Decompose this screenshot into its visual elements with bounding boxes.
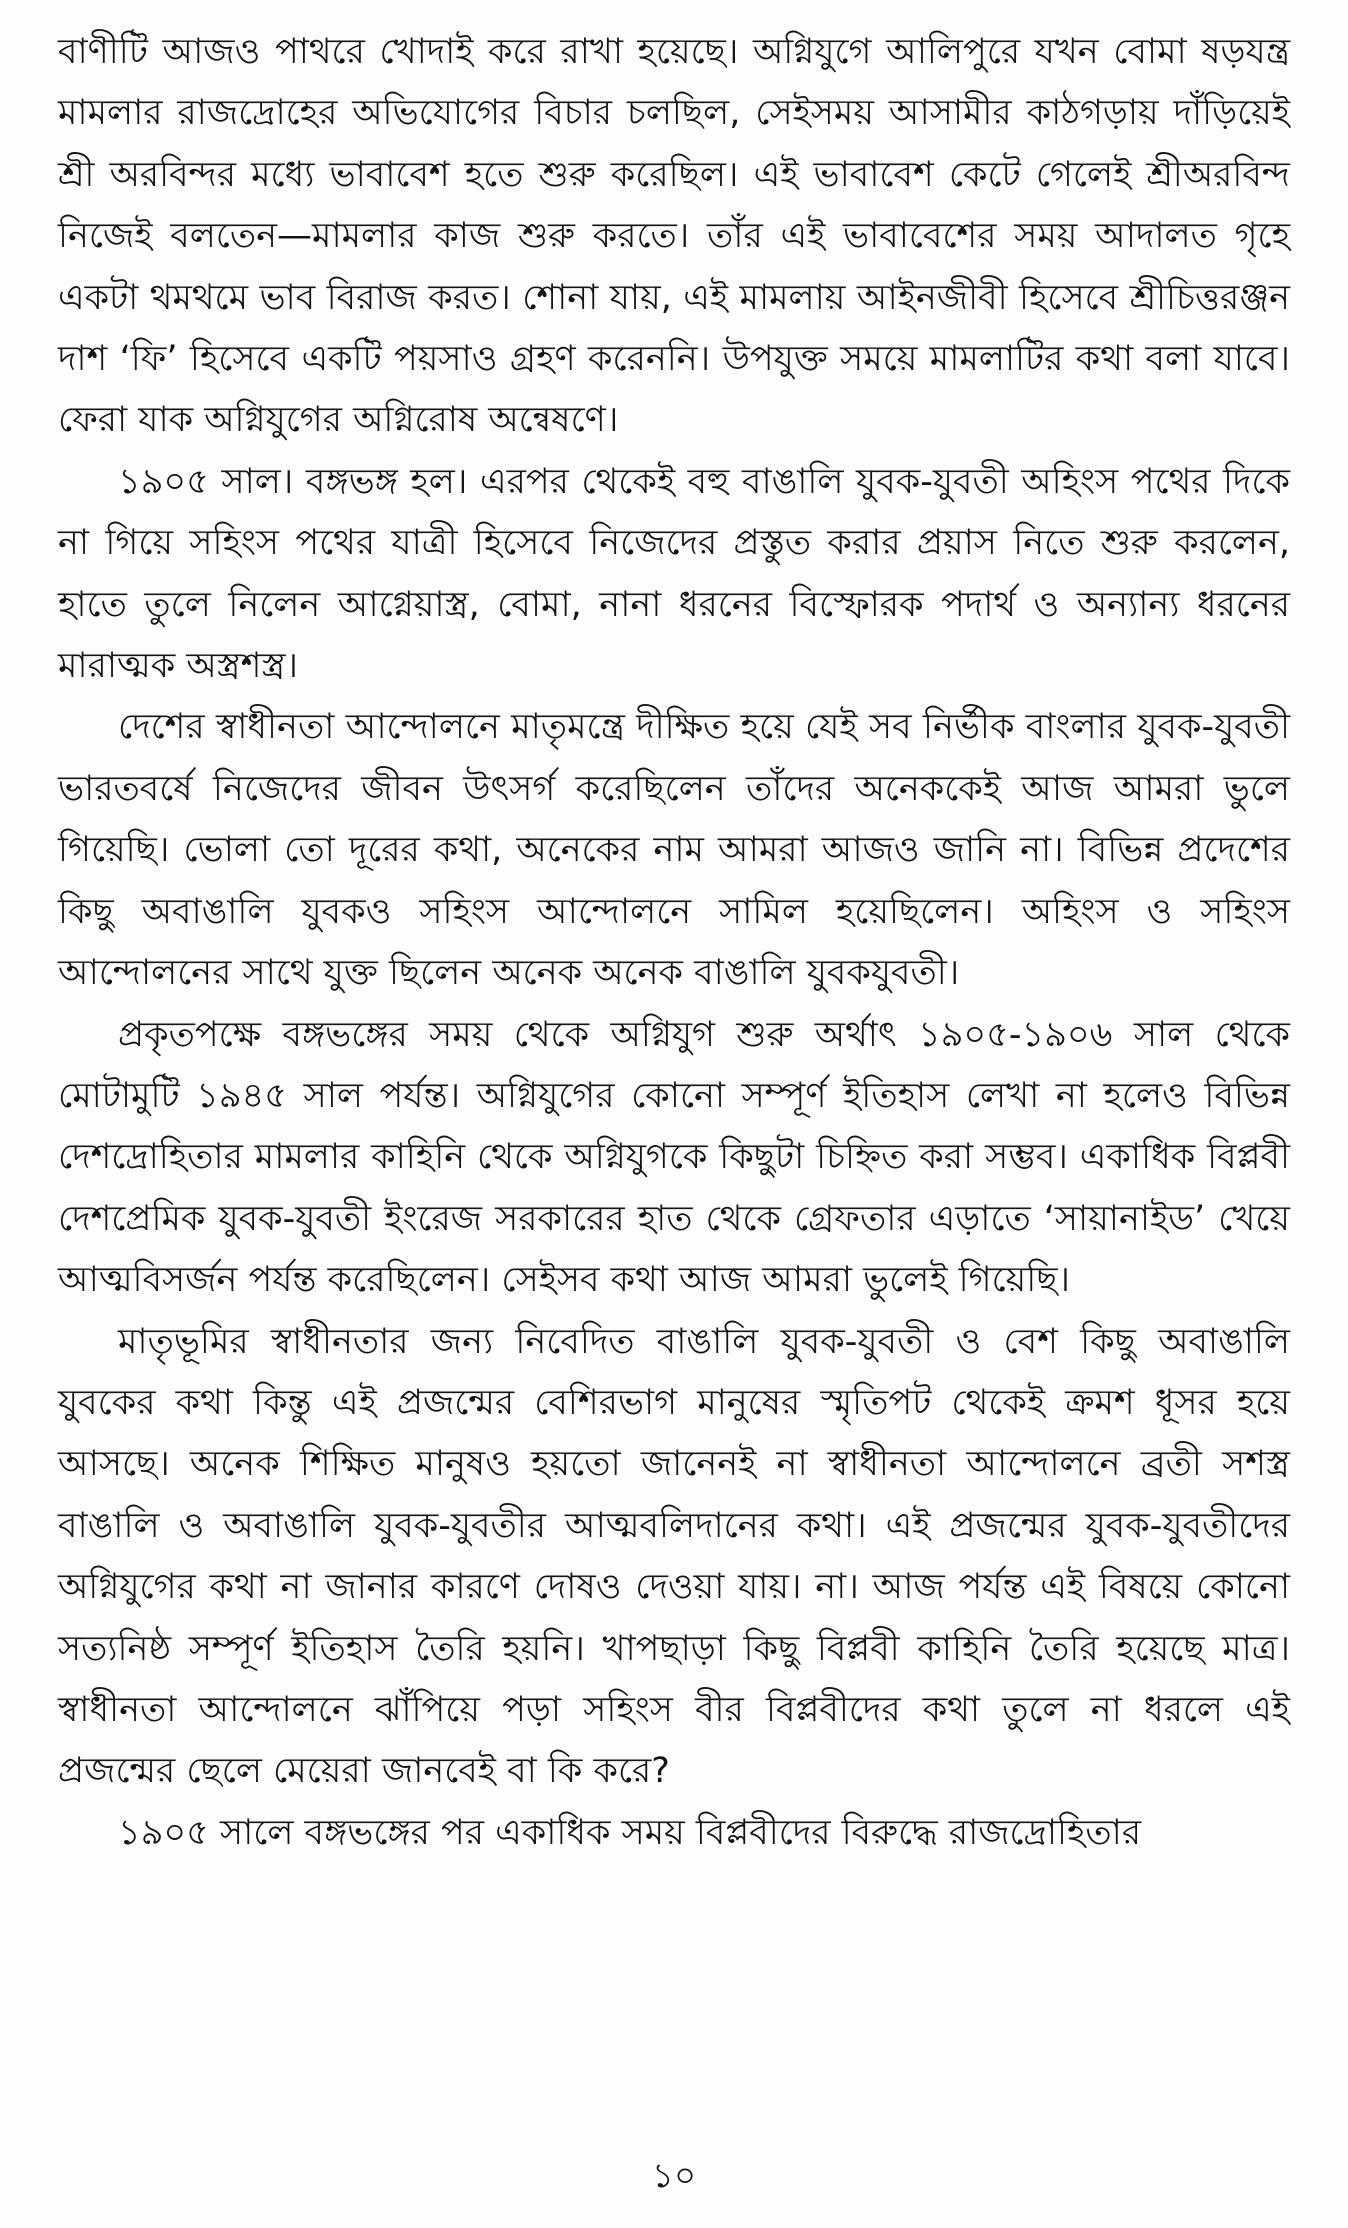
body-text: [58, 22, 1290, 1864]
paragraph-1: বাণীটি আজও পাথরে খোদাই করে রাখা হয়েছে। অগ্নিযুগে আলিপুরে যখন বোমা ষড়যন্ত্র মামলার রাজদ্রোহের অভিযোগের বিচার চলছিল, সেইসময় আসামীর কাঠগড়ায় দাঁড়িয়েই শ্রী অরবিন্দর মধ্যে ভাবাবেশ হতে শুরু করেছিল। এই ভাবাবেশ কেটে গেলেই শ্রীঅরবিন্দ নিজেই বলতেন—মামলার কাজ শুরু করতে। তাঁর এই ভাবাবেশের সময় আদালত গৃহে একটা থমথমে ভাব বিরাজ করত। শোনা যায়, এই মামলায় আইনজীবী হিসেবে শ্রীচিত্তরঞ্জন দাশ ‘ফি’ হিসেবে একটি পয়সাও গ্রহণ করেননি। উপযুক্ত সময়ে মামলাটির কথা বলা যাবে। ফেরা যাক অগ্নিযুগের অগ্নিরোষ অন্বেষণে।: [58, 32, 1290, 441]
paragraph-6: ১৯০৫ সালে বঙ্গভঙ্গের পর একাধিক সময় বিপ্লবীদের বিরুদ্ধে রাজদ্রোহিতার: [118, 1812, 1142, 1853]
paragraph-3: দেশের স্বাধীনতা আন্দোলনে মাতৃমন্ত্রে দীক্ষিত হয়ে যেই সব নির্ভীক বাংলার যুবক-যুবতী ভারতবর্ষে নিজেদের জীবন উৎসর্গ করেছিলেন তাঁদের অনেককেই আজ আমরা ভুলে গিয়েছি। ভোলা তো দূরের কথা, অনেকের নাম আমরা আজও জানি না। বিভিন্ন প্রদেশের কিছু অবাঙালি যুবকও সহিংস আন্দোলনে সামিল হয়েছিলেন। অহিংস ও সহিংস আন্দোলনের সাথে যুক্ত ছিলেন অনেক অনেক বাঙালি যুবকযুবতী।: [58, 707, 1290, 994]
paragraph-2: ১৯০৫ সাল। বঙ্গভঙ্গ হল। এরপর থেকেই বহু বাঙালি যুবক-যুবতী অহিংস পথের দিকে না গিয়ে সহিংস পথের যাত্রী হিসেবে নিজেদের প্রস্তুত করার প্রয়াস নিতে শুরু করলেন, হাতে তুলে নিলেন আগ্নেয়াস্ত্র, বোমা, নানা ধরনের বিস্ফোরক পদার্থ ও অন্যান্য ধরনের মারাত্মক অস্ত্রশস্ত্র।: [58, 461, 1290, 687]
page-number: ১০: [651, 2156, 697, 2196]
paragraph-5: মাতৃভূমির স্বাধীনতার জন্য নিবেদিত বাঙালি যুবক-যুবতী ও বেশ কিছু অবাঙালি যুবকের কথা কিন্তু এই প্রজন্মের বেশিরভাগ মানুষের স্মৃতিপট থেকেই ক্রমশ ধূসর হয়ে আসছে। অনেক শিক্ষিত মানুষও হয়তো জানেনই না স্বাধীনতা আন্দোলনে ব্রতী সশস্ত্র বাঙালি ও অবাঙালি যুবক-যুবতীর আত্মবলিদানের কথা। এই প্রজন্মের যুবক-যুবতীদের অগ্নিযুগের কথা না জানার কারণে দোষও দেওয়া যায়। না। আজ পর্যন্ত এই বিষয়ে কোনো সত্যনিষ্ঠ সম্পূর্ণ ইতিহাস তৈরি হয়নি। খাপছাড়া কিছু বিপ্লবী কাহিনি তৈরি হয়েছে মাত্র। স্বাধীনতা আন্দোলনে ঝাঁপিয়ে পড়া সহিংস বীর বিপ্লবীদের কথা তুলে না ধরলে এই প্রজন্মের ছেলে মেয়েরা জানবেই বা কি করে?: [58, 1321, 1290, 1792]
paragraph-4: প্রকৃতপক্ষে বঙ্গভঙ্গের সময় থেকে অগ্নিযুগ শুরু অর্থাৎ ১৯০৫-১৯০৬ সাল থেকে মোটামুটি ১৯৪৫ সাল পর্যন্ত। অগ্নিযুগের কোনো সম্পূর্ণ ইতিহাস লেখা না হলেও বিভিন্ন দেশদ্রোহিতার মামলার কাহিনি থেকে অগ্নিযুগকে কিছুটা চিহ্নিত করা সম্ভব। একাধিক বিপ্লবী দেশপ্রেমিক যুবক-যুবতী ইংরেজ সরকারের হাত থেকে গ্রেফতার এড়াতে ‘সায়ানাইড’ খেয়ে আত্মবিসর্জন পর্যন্ত করেছিলেন। সেইসব কথা আজ আমরা ভুলেই গিয়েছি।: [58, 1014, 1290, 1301]
